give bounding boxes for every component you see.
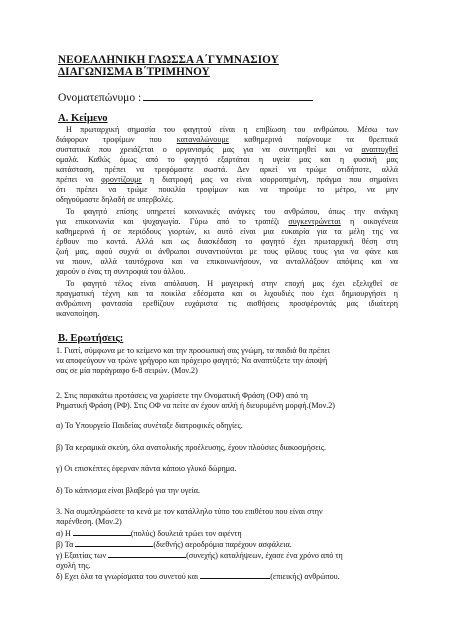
question-1 [56, 346, 398, 376]
text-line [56, 309, 398, 319]
text-line [56, 195, 398, 205]
text-line [56, 237, 398, 247]
question-line: 2. Στις παρακάτω προτάσεις να χωρίσετε την Ονοματική Φράση (ΟΦ) από τη [56, 391, 308, 400]
text-segment: να πιουν, αλλά ταυτόχρονα και να επικοινωνήσουν, να ανταλλάξουν απόψεις και να [56, 257, 398, 266]
answer-blank[interactable] [200, 571, 270, 579]
text-segment: Το φαγητό τέλος είναι απόλαυση. Η μαγειρική στην εποχή μας έχει εξελιχθεί σε [66, 279, 398, 288]
name-field-row [58, 90, 313, 105]
underlined-word: καταναλώνουμε [176, 135, 230, 144]
text-line [56, 227, 398, 237]
name-label: Ονοματεπώνυμο : [58, 92, 142, 104]
text-line [56, 247, 398, 257]
item-prefix: β) Τα [56, 540, 76, 549]
question-line: σας σε μία παράγραφο 6-8 σειρών. (Μον.2) [56, 366, 198, 375]
text-segment: ζωή μας, αφού συχνά οι άνθρωποι συναντιούνται με τους φίλους τους για να φάνε και [56, 247, 398, 256]
fill-blank-item [56, 528, 398, 539]
section-a-title: Α. Κείμενο [58, 113, 108, 124]
text-line [56, 165, 398, 175]
question-2-item-a: α) Το Υπουργείο Παιδείας συνέταξε διατροφικές οδηγίες. [56, 421, 243, 430]
text-line [56, 185, 398, 195]
header-subtitle: ΔΙΑΓΩΝΙΣΜΑ Β΄ΤΡΙΜΗΝΟΥ [58, 66, 210, 78]
text-line [56, 217, 398, 227]
answer-blank[interactable] [73, 528, 131, 536]
text-segment: για επικοινωνία και ψυχαγωγία. Γύρω από το τραπέζι [56, 217, 289, 226]
text-segment: πραγματική τέχνη και τα ποικίλα εδέσματα και οι λιχουδιές που έχει δημιουργήσει η [56, 289, 398, 298]
text-segment: καθημερινά ή σε περιόδους γιορτών, κι αυτό είναι μια ευκαιρία για τα μέλη της να [56, 227, 398, 236]
text-segment: καθημερινά παίρνουμε τα θρεπτικά [229, 135, 399, 144]
text-segment: η οικογένεια [340, 217, 399, 226]
text-segment: συστατικά που χρειάζεται ο οργανισμός μας για να συντηρηθεί και να [56, 145, 362, 154]
section-b-title: Β. Ερωτήσεις: [58, 333, 124, 344]
fill-blank-item [56, 571, 398, 582]
text-segment: έρθουν πιο κοντά. Αλλά και ως διασκέδαση το φαγητό έχει πρωταρχική θέση στη [56, 237, 398, 246]
text-segment: η διατροφή μας να είναι ισορροπημένη, πράγμα που σημαίνει [141, 175, 398, 184]
text-line [56, 257, 398, 267]
text-segment: Το φαγητό επίσης υπηρετεί κοινωνικές ανάγκες του ανθρώπου, όπως την ανάγκη [66, 207, 398, 216]
item-prefix: γ) Εξαιτίας των [56, 551, 109, 560]
item-hint: (διεθνής) αεροδρόμια παρέχουν ασφάλεια. [153, 540, 292, 549]
text-paragraph-3 [56, 279, 398, 319]
underlined-word: φροντίζουμε [101, 175, 142, 184]
text-segment: ανθρώπινη φαντασία ερεθίζουν ευχάριστα τις αισθήσεις προσφέροντάς μας ιδιαίτερη [56, 299, 398, 308]
question-2-item-d: δ) Το κάπνισμα είναι βλαβερό για την υγεία. [56, 486, 201, 495]
question-line: να αποφεύγουν να τρώνε γρήγορο και πρόχειρο φαγητό; Να αναπτύξετε την άποψή [56, 356, 328, 365]
text-line [56, 289, 398, 299]
fill-blank-item [56, 561, 398, 571]
item-prefix: δ) Εχει όλα τα γνωρίσματα του συνετού και [56, 572, 201, 581]
item-hint: (επιεικής) ανθρώπου. [270, 572, 340, 581]
question-line: 1. Γιατί, σύμφωνα με το κείμενο και την προσωπική σας γνώμη, τα παιδιά θα πρέπει [56, 346, 330, 355]
question-3 [56, 507, 398, 527]
text-paragraph-2 [56, 207, 398, 277]
item-prefix: α) Η [56, 529, 73, 538]
question-2-item-b: β) Τα κεραμικά σκεύη, όλα ανατολικής προέλευσης, έχουν πλούσιες διακοσμήσεις. [56, 443, 327, 452]
text-line [56, 175, 398, 185]
text-line [56, 279, 398, 289]
text-segment: οδηγούμαστε δηλαδή σε υπερβολές. [56, 195, 174, 204]
text-line [56, 207, 398, 217]
answer-blank[interactable] [108, 550, 186, 558]
text-segment: πρέπει να [56, 175, 102, 184]
text-line [56, 125, 398, 135]
text-segment: ότι πρέπει να τρώμε ποικιλία τροφίμων και να τηρούμε το μέτρο, να μην [56, 185, 398, 194]
text-line [56, 267, 398, 277]
question-2-item-c: γ) Οι επισκέπτες έφερναν πάντα κάποιο γλυκό δώρημα. [56, 464, 237, 473]
header-title: ΝΕΟΕΛΛΗΝΙΚΗ ΓΛΩΣΣΑ Α΄ΓΥΜΝΑΣΙΟΥ [58, 54, 279, 66]
question-line: 3. Να συμπληρώσετε τα κενά με τον κατάλληλο τύπο του επιθέτου που είναι στην [56, 507, 323, 516]
underlined-word: συγκεντρώνεται [288, 217, 341, 226]
text-segment: κατάσταση, πρέπει να τρεφόμαστε σωστά. Δεν αρκεί να τρώμε οτιδήποτε, αλλά [56, 165, 398, 174]
answer-blank[interactable] [75, 539, 153, 547]
text-line [56, 155, 398, 165]
item-hint: (συνεχής) καταλήψεων, έχασε ένα χρόνο από τη [186, 551, 343, 560]
fill-blank-item [56, 550, 398, 561]
item-hint: (πολύς) δουλειά τρώει τον αφέντη [130, 529, 242, 538]
text-segment: χαρούν ο ένας τη συντροφιά του άλλου. [56, 267, 186, 276]
underlined-word: αναπτυχθεί [361, 145, 398, 154]
text-segment: ικανοποίηση. [56, 309, 100, 318]
fill-blank-item [56, 539, 398, 550]
question-2 [56, 391, 398, 411]
text-line [56, 145, 398, 155]
question-3-items [56, 528, 398, 582]
question-line: Ρηματική Φράση (ΡΦ). Στις ΟΦ να πείτε αν έχουν απλή ή διευρυμένη μορφή.(Μον.2) [56, 401, 335, 410]
text-line [56, 299, 398, 309]
text-segment: διάφορων τροφίμων που [56, 135, 177, 144]
text-paragraph-1 [56, 125, 398, 205]
text-line [56, 135, 398, 145]
text-segment: Η πρωταρχική σημασία του φαγητού είναι η επιβίωση του ανθρώπου. Μέσω των [66, 125, 398, 134]
text-segment: ομαλά. Καθώς όμως από το φαγητό εξαρτάται η υγεία μας και η φυσική μας [56, 155, 398, 164]
name-blank-line[interactable] [143, 90, 313, 101]
question-line: παρένθεση. (Μον.2) [56, 517, 122, 526]
item-prefix: σχολή της. [56, 561, 91, 570]
